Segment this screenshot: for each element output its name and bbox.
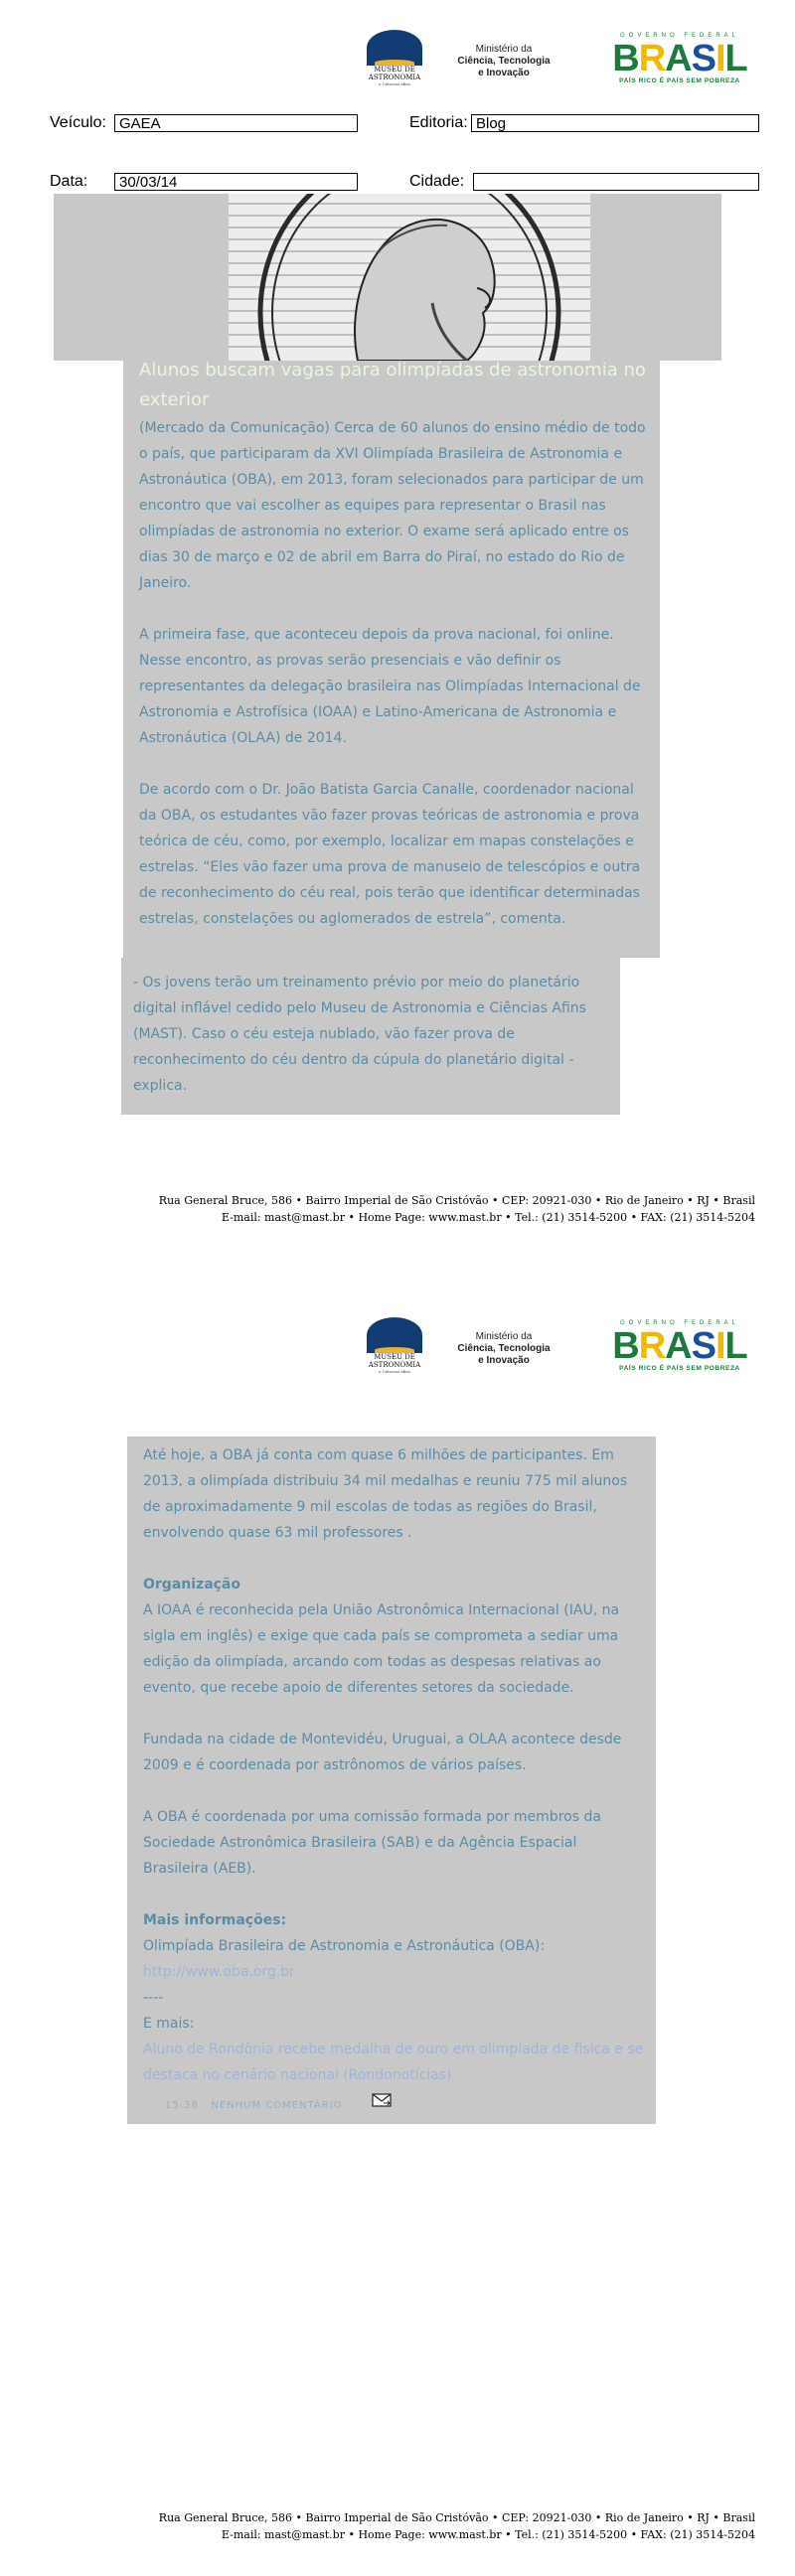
governo-federal-logo: GOVERNO FEDERAL BRASIL PAÍS RICO É PAÍS SEM POBREZA (588, 1319, 771, 1373)
portrait-image (229, 194, 590, 361)
observatory-icon (367, 30, 422, 66)
post-meta (143, 2092, 644, 2119)
related-article-link[interactable]: Aluno de Rondônia recebe medalha de ouro em olimpíada de física e se destaca no cenário nacional (Rondonotícias) (143, 2042, 644, 2083)
veiculo-label: Veículo: (50, 114, 106, 131)
ministerio-logo: Ministério da Ciência, Tecnologia e Inovação (457, 44, 551, 78)
header-logos (364, 30, 771, 91)
ministerio-logo: Ministério da Ciência, Tecnologia e Inovação (457, 1331, 551, 1366)
article-paragraph: - Os jovens terão um treinamento prévio por meio do planetário digital inflável cedido pelo Museu de Astronomia e Ciências Afins (MAST). Caso o céu esteja nublado, vão fazer prova de reconhecimento do céu dentro da cúpula do planetário digital - explica. (133, 975, 586, 1094)
editoria-label: Editoria: (409, 114, 468, 131)
governo-federal-logo: GOVERNO FEDERAL BRASIL PAÍS RICO É PAÍS SEM POBREZA (588, 32, 771, 85)
data-field[interactable]: 30/03/14 (114, 173, 358, 191)
museu-astronomia-logo: MUSEU DE ASTRONOMIA e Ciências afins (364, 1317, 425, 1377)
page-footer: Rua General Bruce, 586 • Bairro Imperial de São Cristóvão • CEP: 20921-030 • Rio de Janeiro • RJ • Brasil E-mail: mast@mast.br • Home Page: www.mast.br • Tel.: (21) 3514-5200 • FAX: (21) 3514-5204 (158, 1194, 755, 1224)
article-body-1 (139, 356, 646, 932)
post-time[interactable]: 15:38 (165, 2100, 199, 2111)
header-logos (364, 1317, 771, 1379)
e-mais-heading: E mais: (143, 2016, 195, 2032)
editoria-field[interactable]: Blog (471, 114, 759, 132)
organizacao-heading: Organização (143, 1577, 240, 1592)
article-paragraph: A OBA é coordenada por uma comissão formada por membros da Sociedade Astronômica Brasileira (SAB) e da Agência Espacial Brasileira (AEB). (143, 1809, 601, 1877)
cidade-field[interactable] (473, 173, 759, 191)
article-title: Alunos buscam vagas para olimpíadas de astronomia no exterior (139, 360, 646, 410)
museu-astronomia-logo: MUSEU DE ASTRONOMIA e Ciências afins (364, 30, 425, 89)
mais-informacoes-heading: Mais informações: (143, 1912, 287, 1928)
comments-link[interactable]: NENHUM COMENTÁRIO: (211, 2100, 347, 2111)
data-label: Data: (50, 173, 88, 190)
article-paragraph: Até hoje, a OBA já conta com quase 6 milhões de participantes. Em 2013, a olimpíada distribuiu 34 mil medalhas e reuniu 775 mil alunos de aproximadamente 9 mil escolas de todas as regiões do Brasil, envolvendo quase 63 mil professores . (143, 1447, 628, 1541)
brasil-wordmark: BRASIL (612, 38, 747, 79)
article-paragraph: Fundada na cidade de Montevidéu, Uruguai, a OLAA acontece desde 2009 e é coordenada por astrônomos de vários países. (143, 1732, 622, 1773)
email-post-icon[interactable] (372, 2092, 392, 2118)
article-body-3 (143, 1442, 644, 2119)
veiculo-field[interactable]: GAEA (114, 114, 358, 132)
observatory-icon (367, 1317, 422, 1353)
article-paragraph: (Mercado da Comunicação) Cerca de 60 alunos do ensino médio de todo o país, que participaram da XVI Olimpíada Brasileira de Astronomia e Astronáutica (OBA), em 2013, foram selecionados para participar de um encontro que vai escolher as equipes para representar o Brasil nas olimpíadas de astronomia no exterior. O exame será aplicado entre os dias 30 de março e 02 de abril em Barra do Piraí, no estado do Rio de Janeiro. (139, 420, 646, 591)
engraving-portrait-icon (229, 194, 590, 361)
info-line: Olimpíada Brasileira de Astronomia e Astronáutica (OBA): (143, 1938, 546, 1954)
page-footer: Rua General Bruce, 586 • Bairro Imperial de São Cristóvão • CEP: 20921-030 • Rio de Janeiro • RJ • Brasil E-mail: mast@mast.br • Home Page: www.mast.br • Tel.: (21) 3514-5200 • FAX: (21) 3514-5204 (158, 2511, 755, 2541)
article-body-2 (133, 970, 610, 1099)
article-paragraph: A primeira fase, que aconteceu depois da prova nacional, foi online. Nesse encontro, as provas serão presenciais e vão definir os representantes da delegação brasileira nas Olimpíadas Internacional de Astronomia e Astrofísica (IOAA) e Latino-Americana de Astronomia e Astronáutica (OLAA) de 2014. (139, 627, 641, 746)
cidade-label: Cidade: (409, 173, 465, 190)
article-paragraph: De acordo com o Dr. João Batista Garcia Canalle, coordenador nacional da OBA, os estudantes vão fazer provas teóricas de astronomia e prova teórica de céu, como, por exemplo, localizar em mapas constelações e estrelas. “Eles vão fazer uma prova de manuseio de telescópios e outra de reconhecimento do céu real, pois terão que identificar determinadas estrelas, constelações ou aglomerados de estrela”, comenta. (139, 782, 641, 927)
page-2 (0, 1288, 795, 2575)
separator: ---- (143, 1990, 164, 2006)
brasil-wordmark: BRASIL (612, 1325, 747, 1367)
article-paragraph: A IOAA é reconhecida pela União Astronômica Internacional (IAU, na sigla em inglês) e exige que cada país se comprometa a sediar uma edição da olimpíada, arcando com todas as despesas relativas ao evento, que recebe apoio de diferentes setores da sociedade. (143, 1602, 620, 1696)
oba-link[interactable]: http://www.oba.org.br (143, 1964, 295, 1980)
